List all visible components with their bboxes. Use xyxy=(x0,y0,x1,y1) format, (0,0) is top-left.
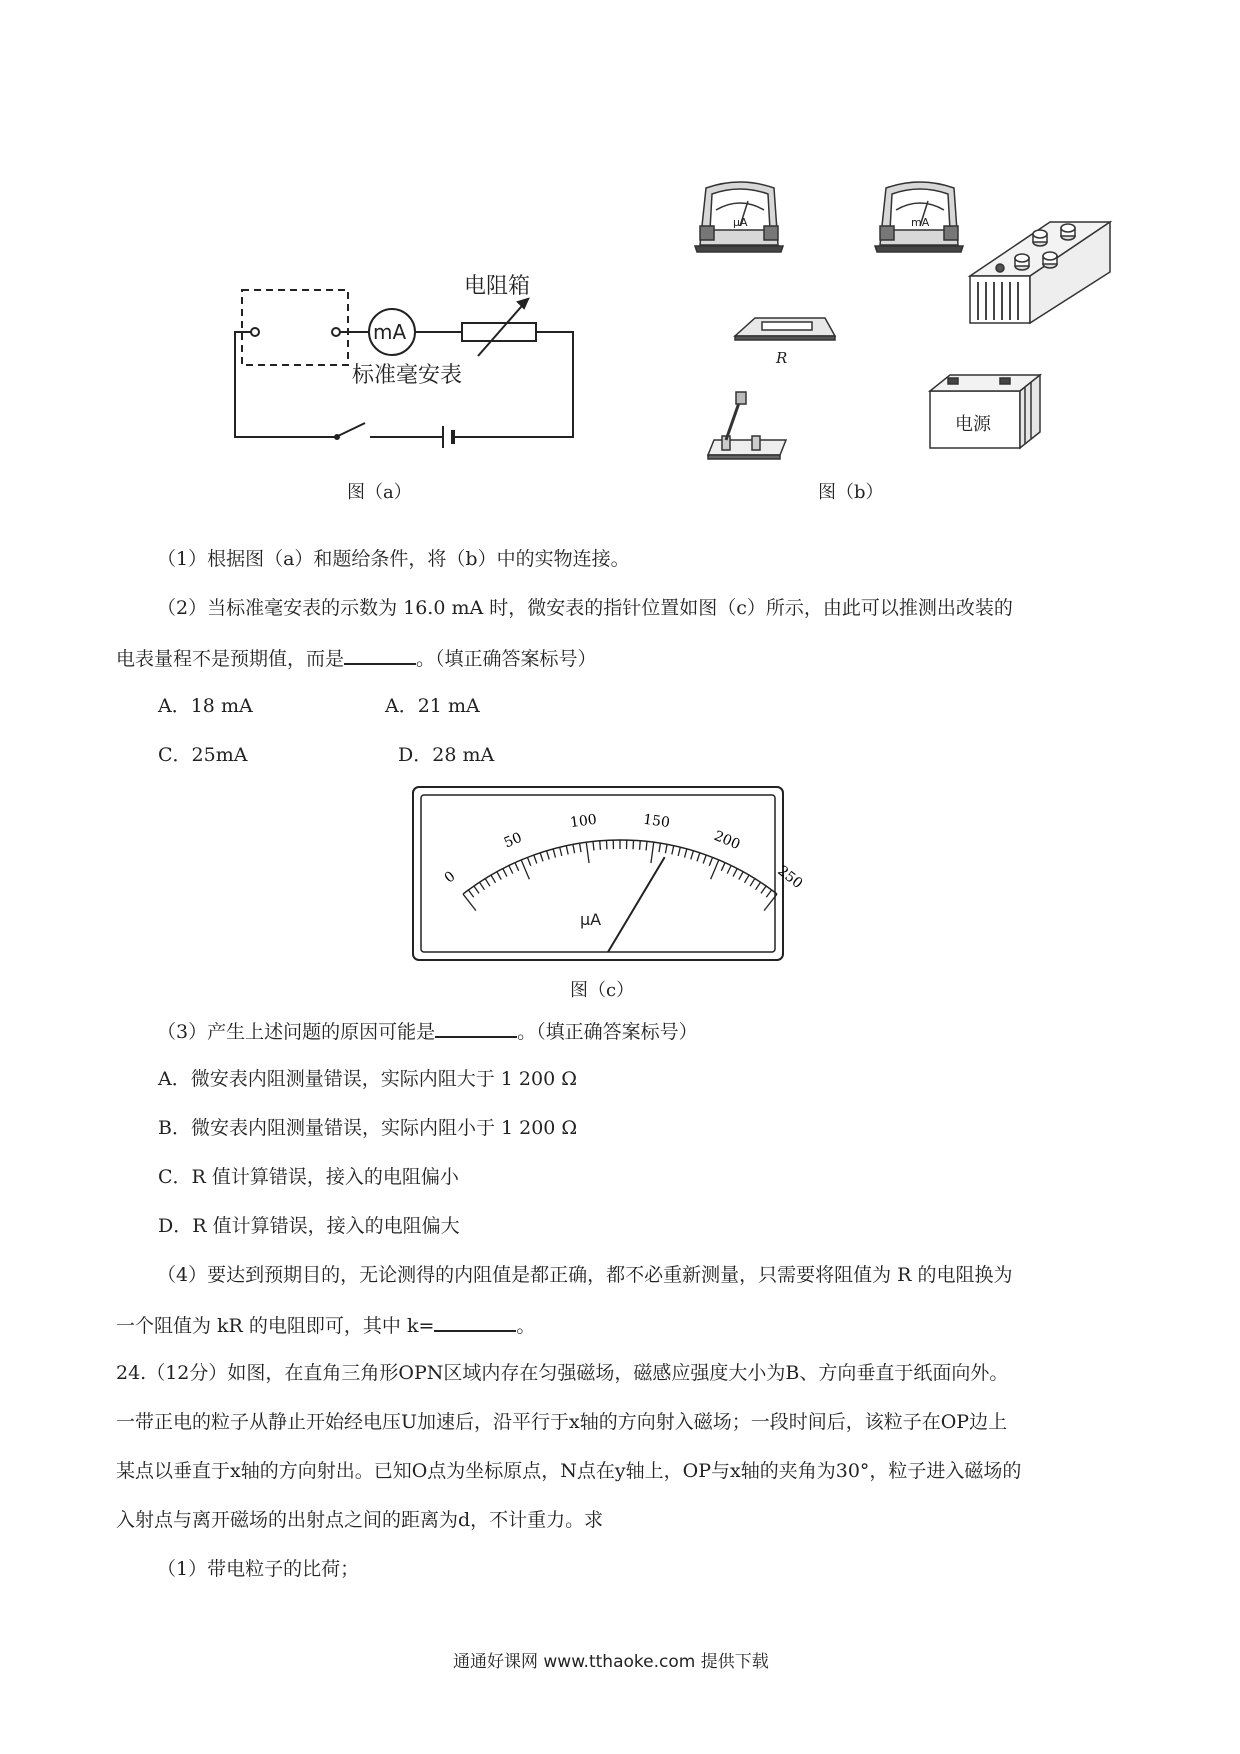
q23-part3-tail: 。（填正确答案标号） xyxy=(517,1021,698,1043)
answer-blank-3[interactable] xyxy=(435,1018,517,1038)
q23-part4-line2 xyxy=(116,1312,535,1338)
dial-tick xyxy=(491,875,496,883)
dial-tick xyxy=(739,872,743,880)
figure-a-caption: 图（a） xyxy=(347,482,412,503)
dial-tick xyxy=(744,875,749,883)
microammeter-label: μA xyxy=(733,216,748,229)
dial-tick xyxy=(509,865,513,873)
dial-tick-label: 100 xyxy=(569,811,598,832)
dial-tick xyxy=(474,886,479,893)
dial-tick-label: 0 xyxy=(441,868,459,887)
dial-tick xyxy=(703,855,706,863)
q23-part3-text: （3）产生上述问题的原因可能是 xyxy=(157,1021,436,1043)
dial-tick xyxy=(540,853,543,862)
dial-tick xyxy=(573,844,575,853)
power-supply-label: 电源 xyxy=(955,414,991,435)
q23-part3 xyxy=(157,1018,698,1044)
dial-tick xyxy=(697,853,700,862)
q23-part3-option-a: A．微安表内阻测量错误，实际内阻大于 1 200 Ω xyxy=(158,1068,577,1090)
q24-line1: 24.（12分）如图，在直角三角形OPN区域内存在匀强磁场，磁感应强度大小为B、方向垂直于纸面向外。 xyxy=(116,1362,1009,1384)
dial-tick xyxy=(678,847,680,856)
dial-tick xyxy=(733,869,737,877)
dial-tick xyxy=(586,842,589,863)
dial-tick xyxy=(515,863,519,871)
dial-tick xyxy=(672,846,674,855)
dial-tick xyxy=(761,886,766,893)
answer-blank-4[interactable] xyxy=(434,1312,516,1332)
q23-option-c: C．25mA xyxy=(158,744,248,766)
dial-tick xyxy=(665,844,667,853)
q23-part3-option-d: D．R 值计算错误，接入的电阻偏大 xyxy=(158,1215,460,1237)
dial-tick xyxy=(651,842,654,863)
dial-tick-label: 150 xyxy=(642,811,671,832)
dial-tick xyxy=(521,860,529,879)
dial-tick xyxy=(659,843,660,852)
dial-tick xyxy=(711,860,719,879)
q23-part4-line1: （4）要达到预期目的，无论测得的内阻值是都正确，都不必重新测量，只需要将阻值为 R 的电阻换为 xyxy=(157,1264,1013,1286)
q23-part4-line2-text: 一个阻值为 kR 的电阻即可，其中 k= xyxy=(116,1315,435,1337)
figure-b-caption: 图（b） xyxy=(818,482,884,503)
dial-tick xyxy=(479,882,484,890)
dial-tick-label: 250 xyxy=(774,862,806,893)
q23-part3-option-c: C．R 值计算错误，接入的电阻偏小 xyxy=(158,1166,459,1188)
dial-tick xyxy=(580,843,581,852)
dial-tick-label: 50 xyxy=(501,829,525,852)
dial-tick xyxy=(721,863,725,871)
dial-tick xyxy=(709,857,712,865)
q24-line3: 某点以垂直于x轴的方向射出。已知O点为坐标原点，N点在y轴上，OP与x轴的夹角为30°，粒子进入磁场的 xyxy=(116,1460,1022,1482)
q24-line2: 一带正电的粒子从静止开始经电压U加速后，沿平行于x轴的方向射入磁场；一段时间后，该粒子在OP边上 xyxy=(116,1411,1008,1433)
dial-tick xyxy=(503,869,507,877)
dial-needle xyxy=(608,857,665,952)
dial-tick xyxy=(560,847,562,856)
dial-tick xyxy=(646,841,647,850)
dial-tick xyxy=(600,841,601,850)
q23-option-a2: A．21 mA xyxy=(385,695,480,717)
dial-tick xyxy=(727,865,731,873)
dial-tick xyxy=(593,841,594,850)
q23-part2-line2-tail: 。（填正确答案标号） xyxy=(416,648,597,670)
dial-tick xyxy=(566,846,568,855)
dial-tick xyxy=(750,879,755,887)
q24-line4: 入射点与离开磁场的出射点之间的距离为d，不计重力。求 xyxy=(116,1509,604,1531)
resistor-box-label: 电阻箱 xyxy=(464,274,531,299)
q23-part3-option-b: B．微安表内阻测量错误，实际内阻小于 1 200 Ω xyxy=(158,1117,578,1139)
dial-tick xyxy=(691,851,694,860)
dial-unit-label: μA xyxy=(580,910,602,929)
dial-tick xyxy=(684,849,686,858)
q23-part1: （1）根据图（a）和题给条件，将（b）中的实物连接。 xyxy=(157,548,630,570)
dial-tick xyxy=(497,872,501,880)
dial-tick xyxy=(640,841,641,850)
standard-milliammeter-label: 标准毫安表 xyxy=(352,363,463,388)
dial-tick xyxy=(527,857,530,865)
figure-c-caption: 图（c） xyxy=(570,980,635,1001)
q23-part4-line2-tail: 。 xyxy=(516,1315,536,1337)
q23-option-d: D．28 mA xyxy=(398,744,495,766)
resistor-r-label: R xyxy=(776,349,788,367)
q24-sub1: （1）带电粒子的比荷； xyxy=(157,1558,360,1580)
q23-part2-line2-text: 电表量程不是预期值，而是 xyxy=(116,648,345,670)
q23-option-a1: A．18 mA xyxy=(158,695,253,717)
ma-symbol-label: mA xyxy=(373,320,407,344)
dial-tick xyxy=(547,851,550,860)
q23-part2-line1: （2）当标准毫安表的示数为 16.0 mA 时，微安表的指针位置如图（c）所示，由此可以推测出改装的 xyxy=(157,597,1013,619)
dial-tick xyxy=(756,882,761,890)
page-footer: 通通好课网 www.tthaoke.com 提供下载 xyxy=(453,1652,769,1672)
dial-tick-marks xyxy=(463,840,777,911)
dial-tick xyxy=(553,849,555,858)
dial-tick xyxy=(766,890,771,897)
dial-tick xyxy=(485,879,490,887)
milliammeter-device-label: mA xyxy=(911,216,930,229)
dial-tick xyxy=(468,890,473,897)
dial-tick-label: 200 xyxy=(711,828,743,854)
dial-tick xyxy=(534,855,537,863)
